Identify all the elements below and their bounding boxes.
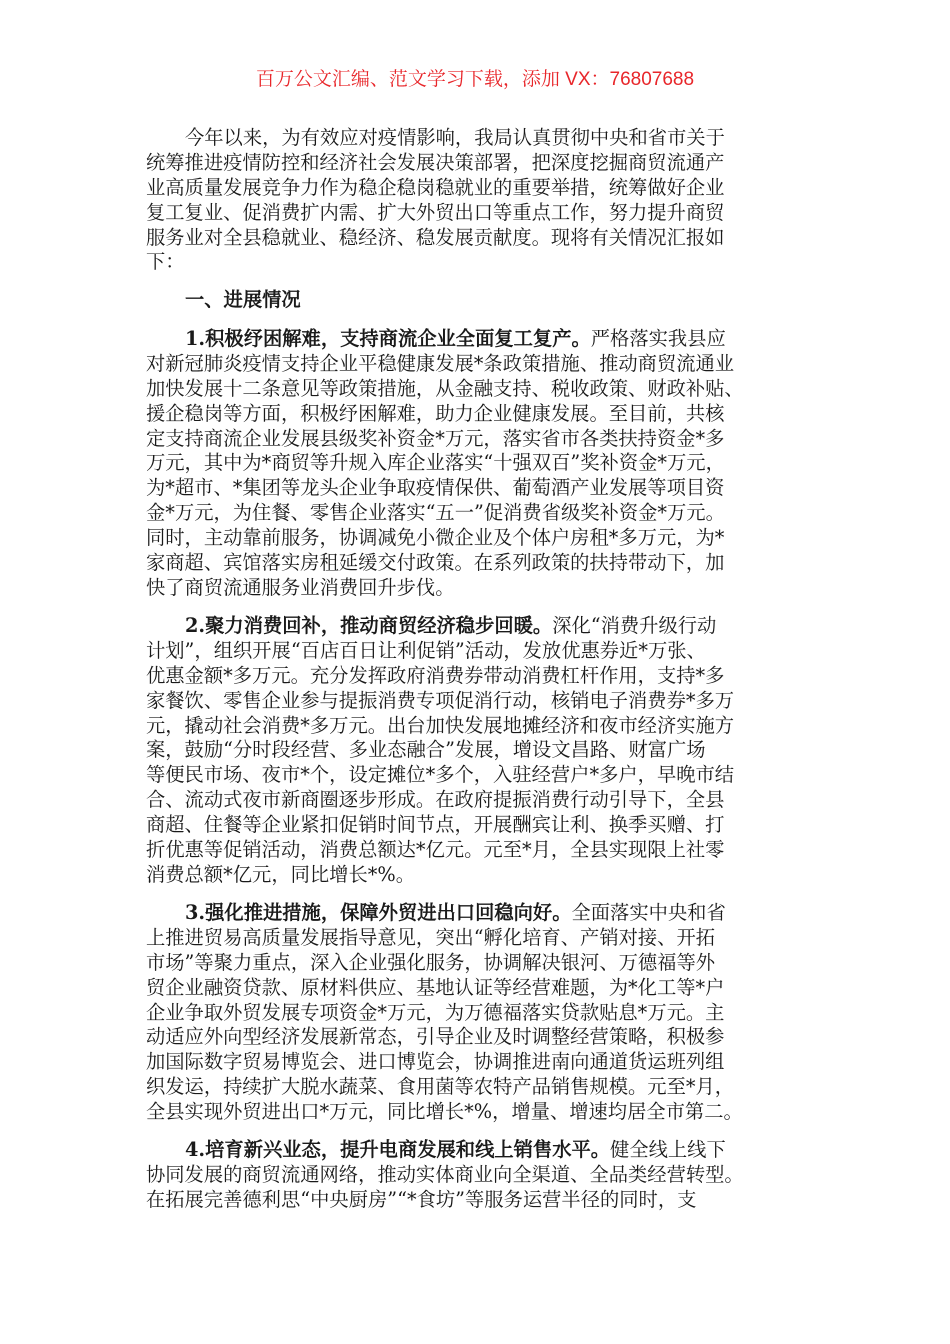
paragraph-line: 对新冠肺炎疫情支持企业平稳健康发展*条政策措施、推动商贸流通业 — [146, 351, 735, 375]
section-4-paragraph — [146, 1138, 806, 1213]
paragraph-line: 援企稳岗等方面，积极纾困解难，助力企业健康发展。至目前，共核 — [146, 401, 725, 425]
section-3-paragraph — [146, 901, 806, 1125]
intro-line: 复工复业、促消费扩内需、扩大外贸出口等重点工作，努力提升商贸 — [146, 200, 725, 224]
section-lead-title: 4.培育新兴业态，提升电商发展和线上销售水平。 — [185, 1138, 611, 1161]
watermark-header: 百万公文汇编、范文学习下载，添加 VX：76807688 — [255, 69, 695, 90]
section-2-paragraph — [146, 614, 806, 888]
line-text: 健全线上线下 — [610, 1138, 726, 1161]
paragraph-line: 协同发展的商贸流通网络，推动实体商业向全渠道、全品类经营转型。 — [146, 1162, 744, 1186]
paragraph-line: 消费总额*亿元，同比增长*%。 — [146, 862, 415, 886]
line-text: 严格落实我县应 — [590, 327, 726, 350]
paragraph-line: 加快发展十二条意见等政策措施，从金融支持、税收政策、财政补贴、 — [146, 376, 744, 400]
paragraph-line: 织发运，持续扩大脱水蔬菜、食用菌等农特产品销售规模。元至*月， — [146, 1075, 735, 1099]
paragraph-line: 定支持商流企业发展县级奖补资金*万元，落实省市各类扶持资金*多 — [146, 426, 725, 450]
paragraph-line: 万元，其中为*商贸等升规入库企业落实“十强双百”奖补资金*万元， — [146, 451, 725, 475]
section-lead-title: 1.积极纾困解难，支持商流企业全面复工复产。 — [185, 327, 591, 350]
intro-line: 服务业对全县稳就业、稳经济、稳发展贡献度。现将有关情况汇报如 — [146, 225, 725, 249]
section-1-paragraph — [146, 327, 806, 601]
paragraph-line: 加国际数字贸易博览会、进口博览会，协调推进南向通道货运班列组 — [146, 1050, 725, 1074]
line-text: 深化“消费升级行动 — [552, 614, 717, 637]
section-heading-wrap — [146, 288, 806, 313]
intro-line: 今年以来，为有效应对疫情影响，我局认真贯彻中央和省市关于 — [185, 126, 725, 149]
paragraph-line: 上推进贸易高质量发展指导意见，突出“孵化培育、产销对接、开拓 — [146, 925, 716, 949]
intro-line: 业高质量发展竞争力作为稳企稳岗稳就业的重要举措，统筹做好企业 — [146, 175, 725, 199]
paragraph-line: 案，鼓励“分时段经营、多业态融合”发展，增设文昌路、财富广场 — [146, 738, 706, 762]
paragraph-line: 元，撬动社会消费*多万元。出台加快发展地摊经济和夜市经济实施方 — [146, 713, 735, 737]
paragraph-line — [146, 327, 806, 352]
paragraph-line: 家餐饮、零售企业参与提振消费专项促消行动，核销电子消费券*多万 — [146, 688, 735, 712]
line-text: 全面落实中央和省 — [571, 901, 726, 924]
paragraph-line: 企业争取外贸发展专项资金*万元，为万德福落实贷款贴息*万元。主 — [146, 1000, 725, 1024]
paragraph-line: 快了商贸流通服务业消费回升步伐。 — [146, 575, 455, 599]
paragraph-line: 贸企业融资贷款、原材料供应、基地认证等经营难题，为*化工等*户 — [146, 975, 725, 999]
paragraph-line: 金*万元，为住餐、零售企业落实“五一”促消费省级奖补资金*万元。 — [146, 501, 725, 525]
paragraph-line — [146, 1138, 806, 1163]
paragraph-line: 合、流动式夜市新商圈逐步形成。在政府提振消费行动引导下，全县 — [146, 788, 725, 812]
intro-line: 统筹推进疫情防控和经济社会发展决策部署，把深度挖掘商贸流通产 — [146, 150, 725, 174]
section-lead-title: 3.强化推进措施，保障外贸进出口回稳向好。 — [185, 901, 572, 924]
paragraph-line — [146, 614, 806, 639]
paragraph-line: 优惠金额*多万元。充分发挥政府消费券带动消费杠杆作用，支持*多 — [146, 663, 725, 687]
paragraph-line: 动适应外向型经济发展新常态，引导企业及时调整经营策略，积极参 — [146, 1025, 725, 1049]
intro-line: 下： — [146, 250, 185, 274]
paragraph-line: 在拓展完善德利思“中央厨房”“*食坊”等服务运营半径的同时，支 — [146, 1187, 697, 1211]
paragraph-line: 全县实现外贸进出口*万元，同比增长*%，增量、增速均居全市第二。 — [146, 1100, 743, 1124]
paragraph-line: 计划”，组织开展“百店百日让利促销”活动，发放优惠券近*万张、 — [146, 638, 706, 662]
paragraph-line: 家商超、宾馆落实房租延缓交付政策。在系列政策的扶持带动下，加 — [146, 551, 725, 575]
paragraph-line: 市场”等聚力重点，深入企业强化服务，协调解决银河、万德福等外 — [146, 950, 716, 974]
intro-paragraph — [146, 126, 806, 275]
paragraph-line — [146, 901, 806, 926]
paragraph-line: 同时，主动靠前服务，协调减免小微企业及个体户房租*多万元，为* — [146, 526, 725, 550]
section-heading: 一、进展情况 — [185, 288, 301, 311]
paragraph-line: 商超、住餐等企业紧扣促销时间节点，开展酬宾让利、换季买赠、打 — [146, 813, 725, 837]
paragraph-line: 等便民市场、夜市*个，设定摊位*多个，入驻经营户*多户，早晚市结 — [146, 763, 735, 787]
paragraph-line: 折优惠等促销活动，消费总额达*亿元。元至*月，全县实现限上社零 — [146, 838, 725, 862]
paragraph-line: 为*超市、*集团等龙头企业争取疫情保供、葡萄酒产业发展等项目资 — [146, 476, 725, 500]
section-lead-title: 2.聚力消费回补，推动商贸经济稳步回暖。 — [185, 614, 553, 637]
